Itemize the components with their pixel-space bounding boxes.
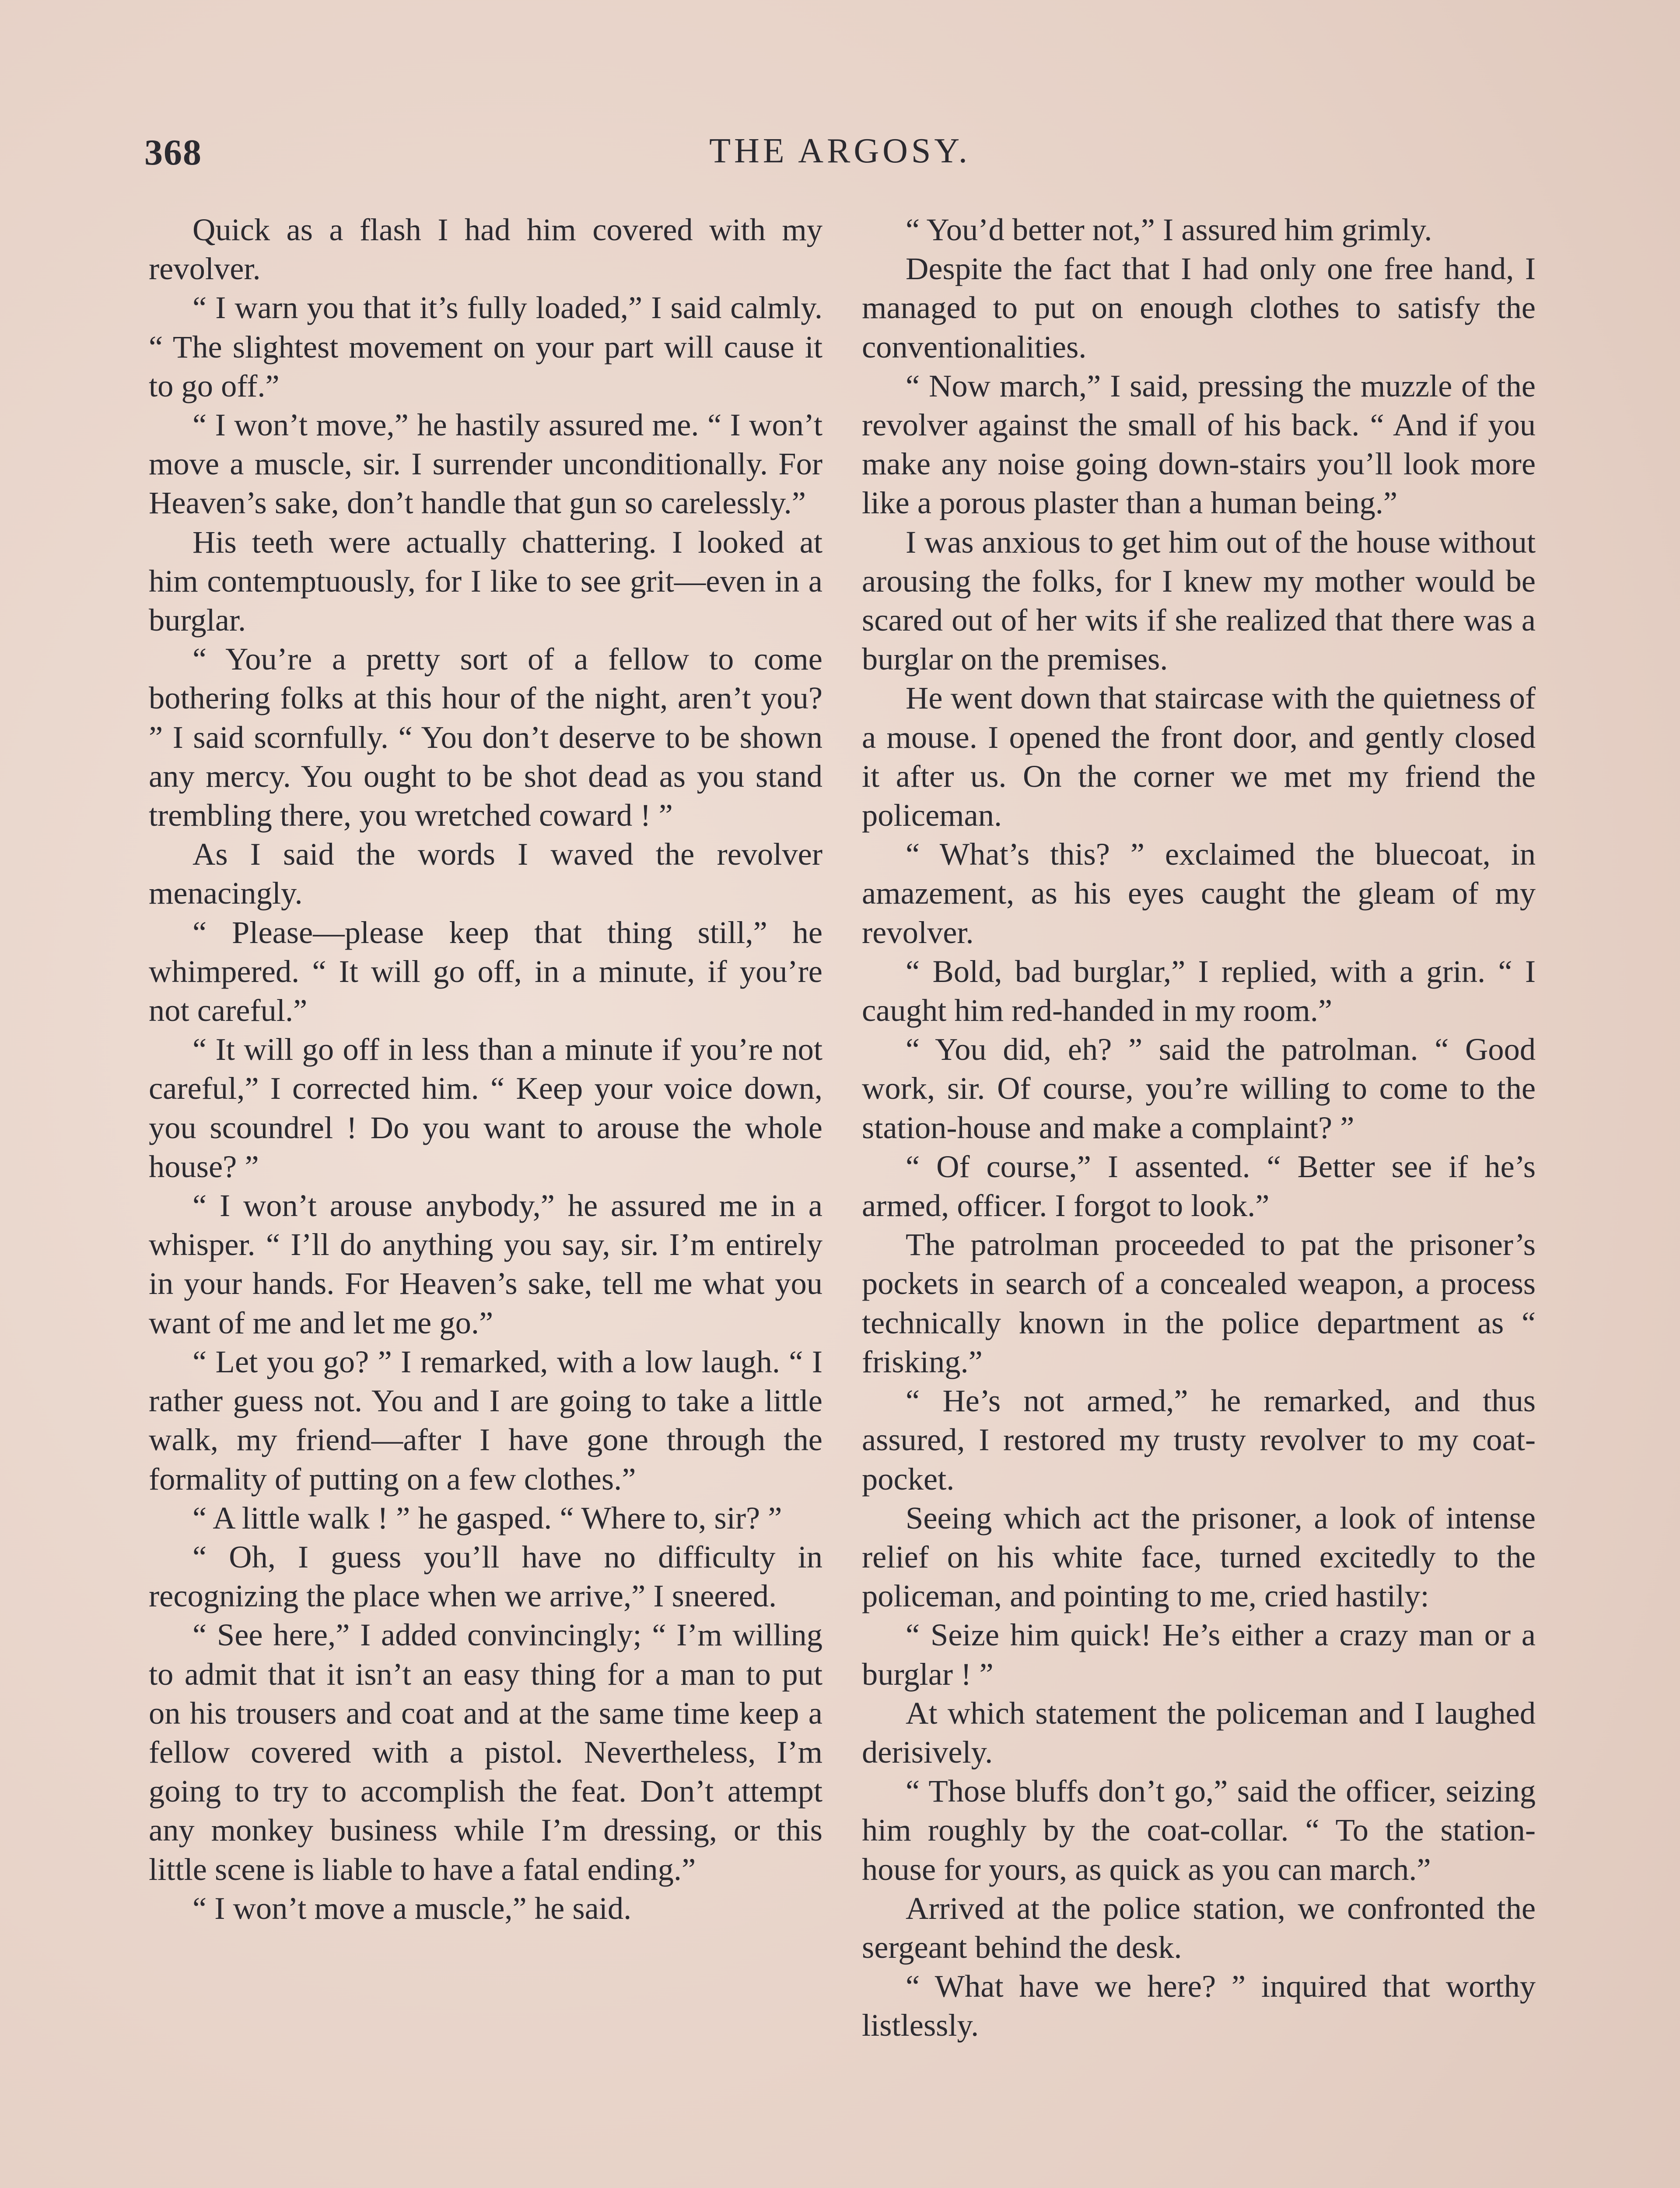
paragraph: “ What’s this? ” exclaimed the bluecoat, in amazement, as his eyes caught the gleam of my revolver. bbox=[862, 836, 1536, 950]
paragraph: “ It will go off in less than a minute if you’re not careful,” I corrected him. “ Keep your voice down, you scoundrel ! Do you want to arouse the whole house? ” bbox=[149, 1031, 822, 1184]
paragraph: “ Now march,” I said, pressing the muzzle of the revolver against the small of his back. “ And if you make any noise going down-stairs you’ll look more like a porous plaster than a human being.” bbox=[862, 368, 1536, 521]
paragraph: “ What have we here? ” inquired that worthy listlessly. bbox=[862, 1968, 1536, 2043]
running-title: THE ARGOSY. bbox=[709, 132, 971, 170]
left-column bbox=[149, 210, 822, 1928]
paragraph: “ A little walk ! ” he gasped. “ Where to, sir? ” bbox=[192, 1500, 782, 1536]
paragraph: “ You did, eh? ” said the patrolman. “ Good work, sir. Of course, you’re willing to come to the station-house and make a complaint? ” bbox=[862, 1031, 1536, 1145]
paragraph: “ I won’t move a muscle,” he said. bbox=[192, 1890, 632, 1926]
paragraph: “ I won’t arouse anybody,” he assured me in a whisper. “ I’ll do anything you say, sir. I’m entirely in your hands. For Heaven’s sake, tell me what you want of me and let me go.” bbox=[149, 1188, 822, 1340]
paragraph: “ Those bluffs don’t go,” said the officer, seizing him roughly by the coat-collar. “ To the station-house for yours, as quick as you can march.” bbox=[862, 1773, 1536, 1887]
page-header bbox=[144, 131, 1536, 179]
paragraph: “ Let you go? ” I remarked, with a low laugh. “ I rather guess not. You and I are going to take a little walk, my friend—after I have gone through the formality of putting on a few clothes.” bbox=[149, 1343, 822, 1497]
paragraph: “ Of course,” I assented. “ Better see if he’s armed, officer. I forgot to look.” bbox=[862, 1148, 1536, 1224]
paragraph: I was anxious to get him out of the house without arousing the folks, for I knew my mother would be scared out of her wits if she realized that there was a burglar on the premises. bbox=[862, 524, 1536, 677]
right-column bbox=[862, 210, 1536, 2045]
paragraph: Despite the fact that I had only one free hand, I managed to put on enough clothes to satisfy the conventionalities. bbox=[862, 251, 1536, 365]
paragraph: He went down that staircase with the quietness of a mouse. I opened the front door, and gently closed it after us. On the corner we met my friend the policeman. bbox=[862, 680, 1536, 833]
paragraph: “ See here,” I added convincingly; “ I’m willing to admit that it isn’t an easy thing for a man to put on his trousers and coat and at the same time keep a fellow covered with a pistol. Nevertheless, I’m going to try to accomplish the feat. Don’t attempt any monkey business while I’m dressing, or this little scene is liable to have a fatal ending.” bbox=[149, 1617, 822, 1887]
paragraph: “ You’re a pretty sort of a fellow to come bothering folks at this hour of the night, aren’t you? ” I said scornfully. “ You don’t deserve to be shown any mercy. You ought to be shot dead as you stand trembling there, you wretched coward ! ” bbox=[149, 641, 822, 833]
paragraph: Arrived at the police station, we confronted the sergeant behind the desk. bbox=[862, 1890, 1536, 1965]
paragraph: The patrolman proceeded to pat the prisoner’s pockets in search of a concealed weapon, a process technically known in the police department as “ frisking.” bbox=[862, 1227, 1536, 1379]
paragraph: Quick as a flash I had him covered with my revolver. bbox=[149, 212, 822, 287]
paragraph: His teeth were actually chattering. I looked at him contemptuously, for I like to see grit—even in a burglar. bbox=[149, 524, 822, 638]
paragraph: “ He’s not armed,” he remarked, and thus assured, I restored my trusty revolver to my coat-pocket. bbox=[862, 1383, 1536, 1497]
paragraph: “ Oh, I guess you’ll have no difficulty in recognizing the place when we arrive,” I sneered. bbox=[149, 1539, 822, 1614]
page-number: 368 bbox=[144, 132, 202, 173]
paragraph: At which statement the policeman and I laughed derisively. bbox=[862, 1695, 1536, 1770]
paragraph: Seeing which act the prisoner, a look of intense relief on his white face, turned excitedly to the policeman, and pointing to me, cried hastily: bbox=[862, 1500, 1536, 1614]
paragraph: “ Bold, bad burglar,” I replied, with a grin. “ I caught him red-handed in my room.” bbox=[862, 953, 1536, 1028]
paragraph: “ Seize him quick! He’s either a crazy man or a burglar ! ” bbox=[862, 1617, 1536, 1692]
paragraph: “ You’d better not,” I assured him grimly. bbox=[906, 212, 1432, 247]
paragraph: “ Please—please keep that thing still,” he whimpered. “ It will go off, in a minute, if you’re not careful.” bbox=[149, 914, 822, 1028]
paragraph: As I said the words I waved the revolver menacingly. bbox=[149, 836, 822, 911]
paragraph: “ I won’t move,” he hastily assured me. “ I won’t move a muscle, sir. I surrender unconditionally. For Heaven’s sake, don’t handle that gun so carelessly.” bbox=[149, 407, 822, 521]
paragraph: “ I warn you that it’s fully loaded,” I said calmly. “ The slightest movement on your part will cause it to go off.” bbox=[149, 290, 822, 403]
